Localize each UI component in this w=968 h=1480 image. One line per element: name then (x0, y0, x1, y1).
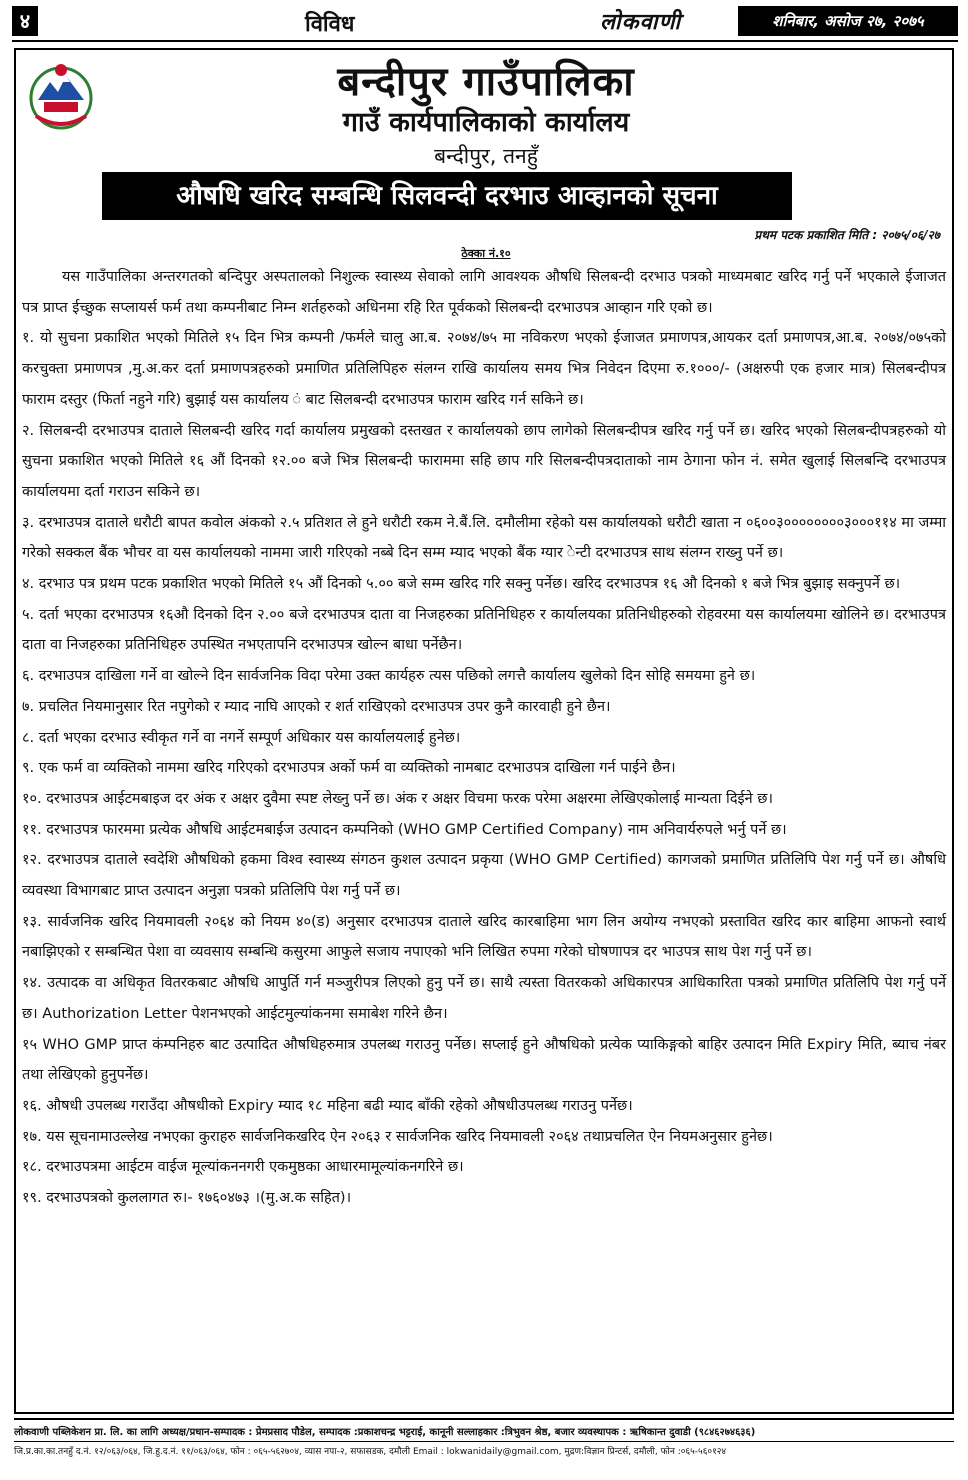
header-divider (12, 40, 958, 42)
clause-11: ११. दरभाउपत्र फारममा प्रत्येक औषधि आईटमबाईज उत्पादन कम्पनिको (WHO GMP Certified Company) नाम अनिवार्यरुपले भर्नु पर्ने छ। (22, 821, 787, 838)
clause-19: १९. दरभाउपत्रको कुललागत रु।- १७६०४७३ ।(मु.अ.क सहित)। (22, 1190, 352, 1207)
notice-body (22, 262, 946, 1214)
municipality-name: बन्दीपुर गाउँपालिका (337, 59, 635, 105)
publish-date: प्रथम पटक प्रकाशित मिति : २०७५/०६/२७ (754, 228, 940, 242)
intro-paragraph: यस गाउँपालिका अन्तरगतको बन्दिपुर अस्पतालको निशुल्क स्वास्थ्य सेवाको लागि आवश्यक औषधि सिलबन्दी दरभाउ पत्रको माध्यमबाट खरिद गर्नु पर्ने भएकाले ईजाजत पत्र प्राप्त ईच्छुक सप्लायर्स फर्म तथा कम्पनीबाट निम्न शर्तहरुको अधिनमा रहि रित पूर्वकको सिलबन्दी दरभाउपत्र आव्हान गरि एको छ। (22, 269, 946, 316)
page-number: ४ (12, 6, 38, 36)
registration-contact: जि.प्र.का.का.तनहुँ द.नं. १२/०६३/०६४, जि.हु.द.नं. ११/०६३/०६४, फोन : ०६५-५६२७०४, व्यास नपा-२, सफासडक, दमौली Email : lokwanidaily@gmail.com, मुद्रण:विज्ञान प्रिन्टर्स, दमौली, फोन :०६५-५६०१२४ (14, 1441, 954, 1457)
clause-7: ७. प्रचलित नियमानुसार रित नपुगेको र म्याद नाघि आएको र शर्त राखिएको दरभाउपत्र उपर कुनै कारवाही हुने छैन। (22, 698, 611, 715)
clause-18: १८. दरभाउपत्रमा आईटम वाईज मूल्यांकननगरी एकमुष्ठका आधारमामूल्यांकनगरिने छ। (22, 1159, 464, 1176)
clause-12: १२. दरभाउपत्र दाताले स्वदेशि औषधिको हकमा विश्व स्वास्थ्य संगठन कुशल उत्पादन प्रकृया (WHO GMP Certified) कागजको प्रमाणित प्रतिलिपि पेश गर्नु पर्ने छ। औषधि व्यवस्था विभागबाट प्राप्त उत्पादन अनुज्ञा पत्रको प्रतिलिपि पेश गर्नु पर्ने छ। (22, 852, 946, 900)
clause-15: १५ WHO GMP प्राप्त कंम्पनिहरु बाट उत्पादित औषधिहरुमात्र उपलब्ध गराउनु पर्नेछ। सप्लाई हुने औषधिको प्रत्येक प्याकिङ्गको बाहिर उत्पादन मिति Expiry मिति, ब्याच नंबर तथा लेखिएको हुनुपर्नेछ। (22, 1036, 946, 1084)
clause-13: १३. सार्वजनिक खरिद नियमावली २०६४ को नियम ४०(ड) अनुसार दरभाउपत्र दाताले खरिद कारबाहिमा भाग लिन अयोग्य नभएको प्रस्तावित खरिद कार बाहिमा आफनो स्वार्थ नबाझिएको र सम्बन्धित पेशा वा व्यवसाय सम्बन्धि कसुरमा आफुले सजाय नपाएको भनि लिखित रुपमा गरेको घोषणापत्र दर भाउपत्र साथ पेश गर्नु पर्ने छ। (22, 913, 946, 961)
clause-16: १६. औषधी उपलब्ध गराउँदा औषधीको Expiry म्याद १८ महिना बढी म्याद बाँकी रहेको औषधीउपलब्ध गराउनु पर्नेछ। (22, 1097, 633, 1114)
clause-10: १०. दरभाउपत्र आईटमबाइज दर अंक र अक्षर दुवैमा स्पष्ट लेख्नु पर्ने छ। अंक र अक्षर विचमा फरक परेमा अक्षरमा लेखिएकोलाई मान्यता दिईने छ। (22, 790, 773, 807)
issue-date: शनिबार, असोज २७, २०७५ (738, 6, 958, 36)
office-name: गाउँ कार्यपालिकाको कार्यालय (342, 107, 630, 138)
tender-number: ठेक्का नं.१० (461, 247, 511, 260)
clause-4: ४. दरभाउ पत्र प्रथम पटक प्रकाशित भएको मितिले १५ औं दिनको ५.०० बजे सम्म खरिद गरि सक्नु पर्नेछ। खरिद दरभाउपत्र १६ औ दिनको १ बजे भित्र बुझाइ सक्नुपर्ने छ। (22, 576, 901, 593)
clause-17: १७. यस सूचनामाउल्लेख नभएका कुराहरु सार्वजनिकखरिद ऐन २०६३ र सार्वजनिक खरिद नियमावली २०६४ तथाप्रचलित ऐन नियमअनुसार हुनेछ। (22, 1128, 773, 1145)
clause-6: ६. दरभाउपत्र दाखिला गर्ने वा खोल्ने दिन सार्वजनिक विदा परेमा उक्त कार्यहरु त्यस पछिको लगत्तै कार्यालय खुलेको दिन सोहि समयमा हुने छ। (22, 668, 756, 685)
tender-notice (14, 48, 954, 1414)
newspaper-masthead (0, 0, 968, 42)
clause-2: २. सिलबन्दी दरभाउपत्र दाताले सिलबन्दी खरिद गर्दा कार्यालय प्रमुखको दस्तखत र कार्यालयको छाप लागेको सिलबन्दीपत्र खरिद गर्नु पर्ने छ। खरिद भएको सिलबन्दीपत्रहरुको यो सुचना प्रकाशित भएको मितिले १६ औं दिनको १२.०० बजे भित्र सिलबन्दी फाराममा सहि छाप गरि सिलबन्दीपत्रदाताको नाम ठेगाना फोन नं. समेत खुलाई सिलबन्दि दरभाउपत्र कार्यालयमा दर्ता गराउन सकिने छ। (22, 422, 946, 500)
notice-title: औषधि खरिद सम्बन्धि सिलवन्दी दरभाउ आव्हानको सूचना (102, 172, 792, 220)
clause-5: ५. दर्ता भएका दरभाउपत्र १६औ दिनको दिन २.०० बजे दरभाउपत्र दाता वा निजहरुका प्रतिनिधिहरु र कार्यालयका प्रतिनिधीहरुको रोहवरमा यस कार्यालयमा खोलिने छ। दरभाउपत्र दाता वा निजहरुका प्रतिनिधिहरु उपस्थित नभएतापनि दरभाउपत्र खोल्न बाधा पर्नेछैन। (22, 606, 946, 654)
clause-8: ८. दर्ता भएका दरभाउ स्वीकृत गर्ने वा नगर्ने सम्पूर्ण अधिकार यस कार्यालयलाई हुनेछ। (22, 729, 461, 746)
newspaper-logo: लोकवाणी (600, 10, 682, 35)
clause-9: ९. एक फर्म वा व्यक्तिको नाममा खरिद गरिएको दरभाउपत्र अर्को फर्म वा व्यक्तिको नामबाट दरभाउपत्र दाखिला गर्न पाईने छैन। (22, 760, 676, 777)
clause-14: १४. उत्पादक वा अधिकृत वितरकबाट औषधि आपुर्ति गर्न मञ्जुरीपत्र लिएको हुनु पर्ने छ। साथै त्यस्ता वितरकको अधिकारपत्र आधिकारिता पत्रको प्रमाणित प्रतिलिपि पेश गर्नु पर्ने छ। Authorization Letter पेशनभएको आईटमुल्यांकनमा समाबेश गरिने छैन। (22, 975, 946, 1022)
section-name: विविध (305, 12, 355, 37)
office-location: बन्दीपुर, तनहुँ (434, 144, 538, 168)
publisher-footer (14, 1418, 954, 1457)
publisher-credits: लोकवाणी पब्लिकेशन प्रा. लि. का लागि अध्यक्ष/प्रधान-सम्पादक : प्रेमप्रसाद पौडेल, सम्पादक :प्रकाशचन्द्र भट्टराई, कानूनी सल्लाहकार :त्रिभुवन श्रेष्ठ, बजार व्यवस्थापक : ऋषिकान्त दुवाडी (९८४६२७४६३६) (14, 1427, 756, 1438)
clause-1: १. यो सुचना प्रकाशित भएको मितिले १५ दिन भित्र कम्पनी /फर्मले चालु आ.ब. २०७४/७५ मा नविकरण भएको ईजाजत प्रमाणपत्र,आयकर दर्ता प्रमाणपत्र,आ.ब. २०७४/०७५को करचुक्ता प्रमाणपत्र ,मु.अ.कर दर्ता प्रमाणपत्रहरुको प्रमाणित प्रतिलिपिहरु संलग्न राखि कार्यालय समय भित्र निवेदन दिएमा रु.१०००/- (अक्षरुपी एक हजार मात्र) सिलबन्दीपत्र फाराम दस्तुर (फिर्ता नहुने गरि) बुझाई यस कार्यालय ं बाट सिलबन्दी दरभाउपत्र फाराम खरिद गर्न सकिने छ। (22, 330, 946, 408)
clause-3: ३. दरभाउपत्र दाताले धरौटी बापत कवोल अंकको २.५ प्रतिशत ले हुने धरौटी रकम ने.बैं.लि. दमौलीमा रहेको यस कार्यालयको धरौटी खाता न ०६००३००००००००३०००११४ मा जम्मा गरेको सक्कल बैंक भौचर वा यस कार्यालयको नाममा जारी गरिएको नब्बे दिन सम्म म्याद भएको बैंक ग्यार ेन्टी दरभाउपत्र साथ संलग्न राख्नु पर्ने छ। (22, 514, 946, 562)
